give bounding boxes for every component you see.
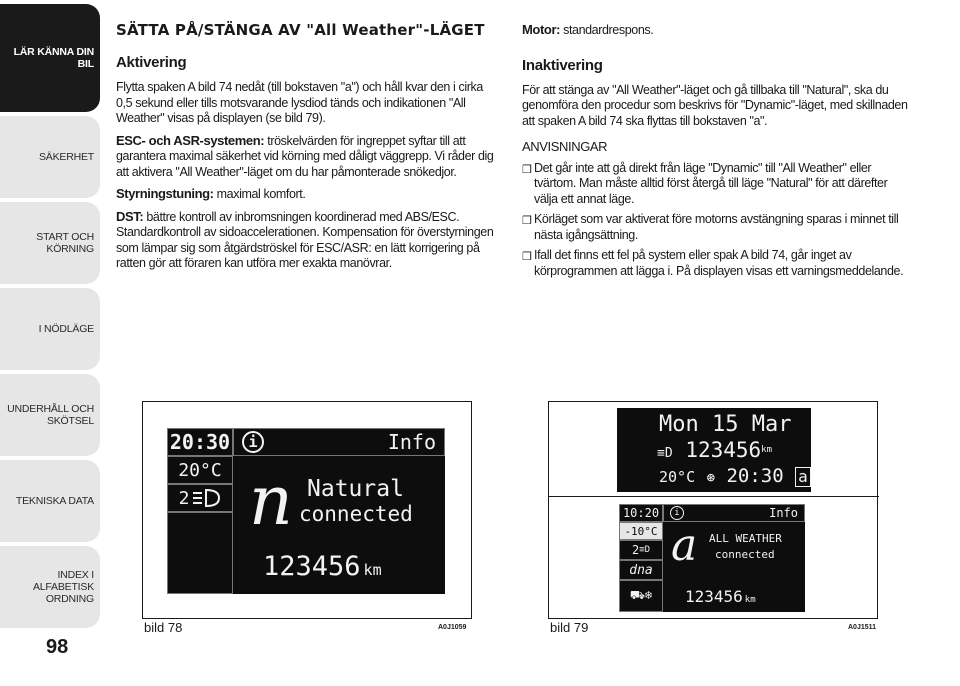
odometer-unit: km [744,595,756,605]
esc-label: ESC- och ASR-systemen: [116,132,265,148]
headlight-icon: ≡D [639,545,651,555]
figure-78-caption: bild 78 [144,620,183,635]
odometer-readout: 123456 km [263,551,382,582]
divider-line [549,496,879,497]
info-icon: i [242,431,264,453]
dst-paragraph [116,209,496,272]
aktivering-text: Flytta spaken A bild 74 nedåt (till bokstaven "a") och håll kvar den i cirka 0,5 sekund eller tills motsvarande lysdiod tänds och indikationen "All Weather" visas på displayen (se bild 79). [116,80,483,125]
tab-sakerhet[interactable]: SÄKERHET [0,116,100,198]
page-number: 98 [46,636,69,658]
tab-lar-kanna-din-bil[interactable]: LÄR KÄNNA DIN BIL [0,4,100,112]
tab-index[interactable]: INDEX I ALFABETISK ORDNING [0,546,100,628]
list-item: ❒ Körläget som var aktiverat före motorns avstängning sparas i minnet till nästa igångsättning. [522,212,899,242]
headlight-icon: ≡D [657,446,673,461]
tab-tekniska-data[interactable]: TEKNISKA DATA [0,460,100,542]
motor-label: Motor: [522,22,561,37]
motor-paragraph [522,22,912,39]
car-snowflake-icon: ⛟❄ [619,580,663,612]
info-icon: i [670,506,684,520]
right-column [522,22,912,284]
list-item: ❒ Ifall det finns ett fel på system eller spak A bild 74, går inget av körprogrammen att lägga i. På displayen visas ett varningsmeddelande. [522,248,904,278]
gear-indicator: 2 ≡D [619,540,663,560]
mode-status: connected [715,548,775,561]
checkbox-bullet-icon: ❒ [522,163,532,176]
info-label: Info [769,506,798,520]
blank-cell [167,512,233,594]
checkbox-bullet-icon: ❒ [522,215,532,227]
styr-paragraph [116,186,496,203]
clock-readout: 20:30 [167,428,233,456]
odometer-unit: km [363,561,382,579]
mode-letter: n [249,462,293,541]
dna-label: dna [619,560,663,580]
tab-start-och-korning[interactable]: START OCH KÖRNING [0,202,100,284]
anvisningar-heading: ANVISNINGAR [522,139,608,154]
date-readout: Mon 15 Mar [659,412,792,437]
mode-name: ALL WEATHER [709,532,782,545]
section-title: SÄTTA PÅ/STÄNGA AV "All Weather"-LÄGET [116,21,485,39]
motor-text: standardrespons. [560,23,654,37]
chapter-sidebar [0,0,100,640]
mode-letter: a [671,520,698,571]
mode-status: connected [299,502,413,526]
top-status-row: 20°C ⊛ 20:30 a [659,464,811,490]
inaktivering-text: För att stänga av "All Weather"-läget och gå tillbaka till "Natural", ska du genomföra den procedur som beskrivs för "Dynamic"-läget, med skillnaden att spaken A bild 74 ska flyttas till bokstaven "a". [522,82,908,128]
alarm-icon: ⊛ [706,470,716,486]
info-label: Info [387,430,436,454]
styr-text: maximal komfort. [213,187,306,201]
tab-i-nodlage[interactable]: I NÖDLÄGE [0,288,100,370]
tab-underhall-och-skotsel[interactable]: UNDERHÅLL OCH SKÖTSEL [0,374,100,456]
top-odometer: ≡D $123456^{km}$ [657,438,773,462]
odometer-readout: 123456 km [685,587,756,606]
gear-indicator: 2 [167,484,233,512]
figure-78-code: A0J1059 [438,624,467,631]
mode-name: Natural [307,476,404,502]
mode-indicator: a [795,467,811,487]
bottom-display-all-weather [619,504,805,612]
figure-79-code: A0J1511 [848,624,877,631]
temperature-readout: 20°C [167,456,233,484]
headlight-icon [191,488,221,508]
info-bar [233,428,445,456]
aktivering-heading: Aktivering [116,54,187,71]
figure-78 [142,401,472,619]
list-item: ❒ Det går inte att gå direkt från läge "Dynamic" till "All Weather" eller tvärtom. Man måste alltid först återgå till läge "Natural" för att därefter välja ett annat läge. [522,160,888,206]
checkbox-bullet-icon: ❒ [522,251,532,263]
esc-paragraph [116,133,496,181]
dst-label: DST: [116,208,144,224]
inaktivering-heading: Inaktivering [522,56,603,74]
dst-text: bättre kontroll av inbromsningen koordinerad med ABS/ESC. Standardkontroll av sidoaccelerationen. Kompensation för överstyrningen som lämpar sig som åtgärdströskel för ESC/ASR: en lätt korrigering på ratten gör att föraren kan utföra mer exakta manövrar. [116,209,494,270]
left-column [116,22,496,278]
temperature-readout: -10°C [619,522,663,540]
figure-79-caption: bild 79 [550,620,589,635]
styr-label: Styrningstuning: [116,186,214,201]
display-natural-mode [167,428,445,594]
clock-readout: 10:20 [619,504,663,522]
esc-text: tröskelvärden för ingreppet syftar till att garantera maximal säkerhet vid körning med dåligt väggrepp. Vi råder dig att aktivera "All Weather"-läget om du har påmonterade snökedjor. [116,133,494,179]
top-display [617,408,811,492]
figure-79 [548,401,878,619]
